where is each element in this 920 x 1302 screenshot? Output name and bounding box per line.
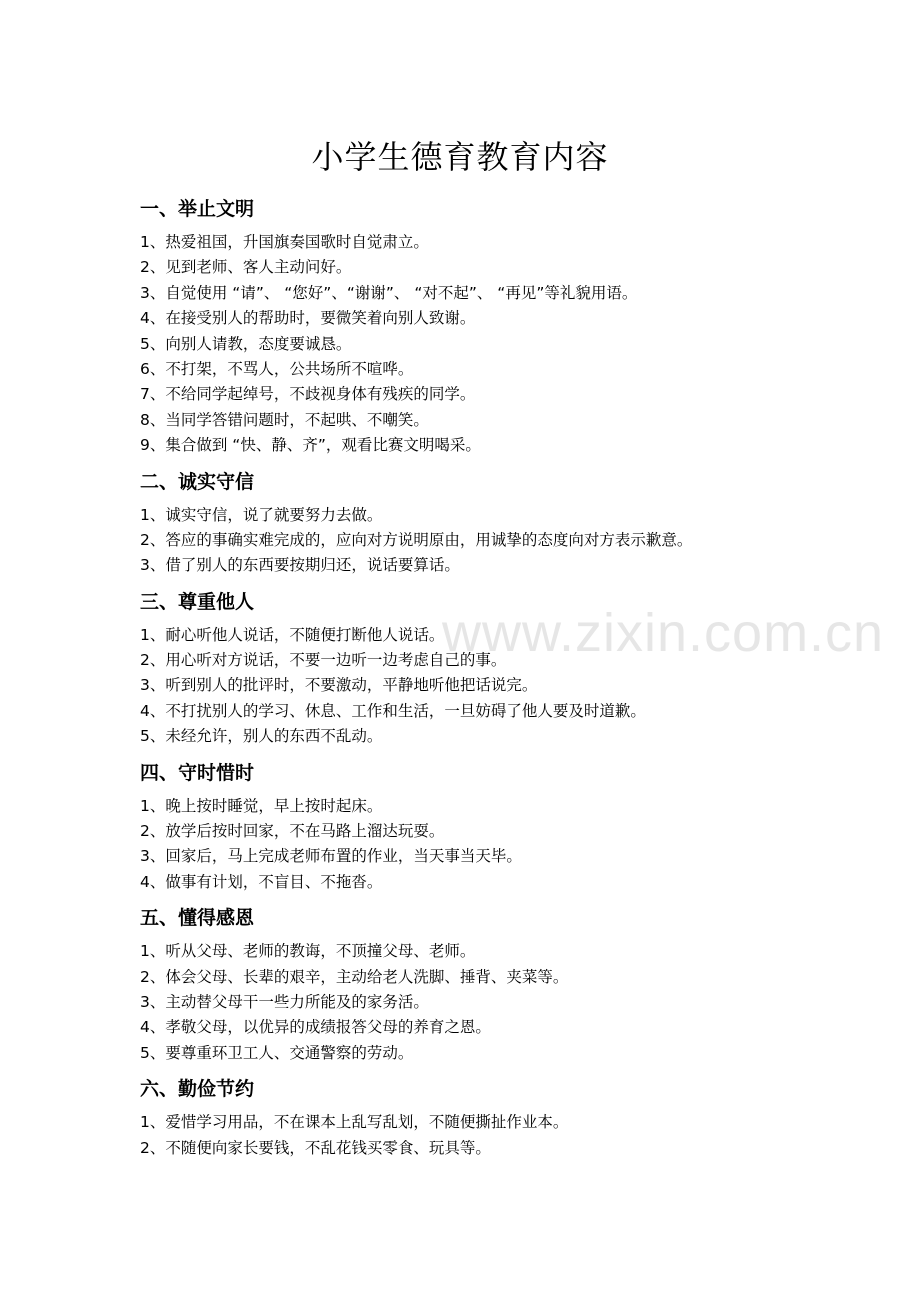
- list-item: 1、热爱祖国，升国旗奏国歌时自觉肃立。: [140, 233, 429, 251]
- section-thrift: [140, 1074, 840, 1161]
- section-heading: 二、诚实守信: [140, 470, 255, 493]
- document-title: 小学生德育教育内容: [311, 138, 609, 177]
- list-item: 2、体会父母、长辈的艰辛，主动给老人洗脚、捶背、夹菜等。: [140, 967, 569, 986]
- list-item: 5、要尊重环卫工人、交通警察的劳动。: [140, 1043, 414, 1062]
- list-item: 2、见到老师、客人主动问好。: [140, 258, 352, 277]
- list-item: 2、放学后按时回家，不在马路上溜达玩耍。: [140, 822, 445, 841]
- section-item-list: [140, 623, 840, 750]
- section-punctuality: [140, 758, 840, 896]
- list-item: 3、自觉使用 “请”、 “您好”、“谢谢”、 “对不起”、 “再见”等礼貌用语。: [140, 283, 638, 302]
- section-heading: 四、守时惜时: [140, 761, 255, 784]
- watermark: www.zixin.com.cn: [442, 603, 885, 663]
- list-item: 1、耐心听他人说话，不随便打断他人说话。: [140, 625, 445, 644]
- section-item-list: [140, 503, 840, 579]
- section-heading: 三、尊重他人: [140, 590, 255, 613]
- list-item: 3、回家后，马上完成老师布置的作业，当天事当天毕。: [140, 847, 522, 866]
- section-item-list: [140, 1110, 840, 1161]
- list-item: 2、不随便向家长要钱，不乱花钱买零食、玩具等。: [140, 1138, 491, 1157]
- section-respect: [140, 587, 840, 750]
- list-item: 4、在接受别人的帮助时，要微笑着向别人致谢。: [140, 309, 476, 328]
- list-item: 1、爱惜学习用品，不在课本上乱写乱划，不随便撕扯作业本。: [140, 1113, 569, 1132]
- section-item-list: [140, 939, 840, 1066]
- section-item-list: [140, 794, 840, 896]
- section-item-list: [140, 230, 840, 459]
- section-heading: 六、勤俭节约: [140, 1078, 255, 1101]
- list-item: 8、当同学答错问题时，不起哄、不嘲笑。: [140, 410, 429, 429]
- list-item: 5、向别人请教，态度要诚恳。: [140, 334, 352, 353]
- list-item: 3、主动替父母干一些力所能及的家务活。: [140, 992, 429, 1011]
- list-item: 6、不打架，不骂人，公共场所不喧哗。: [140, 359, 414, 378]
- list-item: 1、诚实守信，说了就要努力去做。: [140, 505, 383, 524]
- list-item: 4、做事有计划，不盲目、不拖沓。: [140, 872, 383, 891]
- list-item: 1、晚上按时睡觉，早上按时起床。: [140, 796, 383, 815]
- list-item: 2、用心听对方说话，不要一边听一边考虑自己的事。: [140, 651, 507, 670]
- list-item: 9、集合做到 “快、静、齐”，观看比赛文明喝采。: [140, 436, 481, 455]
- list-item: 4、不打扰别人的学习、休息、工作和生活，一旦妨碍了他人要及时道歉。: [140, 701, 646, 720]
- section-gratitude: [140, 903, 840, 1066]
- list-item: 4、孝敬父母，以优异的成绩报答父母的养育之恩。: [140, 1018, 491, 1037]
- list-item: 1、听从父母、老师的教诲，不顶撞父母、老师。: [140, 942, 476, 961]
- list-item: 3、听到别人的批评时，不要激动，平静地听他把话说完。: [140, 676, 538, 695]
- section-honesty: [140, 467, 840, 579]
- section-heading: 五、懂得感恩: [140, 907, 255, 930]
- list-item: 2、答应的事确实难完成的，应向对方说明原由，用诚挚的态度向对方表示歉意。: [140, 530, 693, 549]
- list-item: 5、未经允许，别人的东西不乱动。: [140, 727, 383, 746]
- list-item: 3、借了别人的东西要按期归还，说话要算话。: [140, 556, 460, 575]
- list-item: 7、不给同学起绰号，不歧视身体有残疾的同学。: [140, 385, 476, 404]
- document-content: [140, 194, 840, 1169]
- section-conduct: [140, 194, 840, 459]
- section-heading: 一、举止文明: [140, 198, 255, 220]
